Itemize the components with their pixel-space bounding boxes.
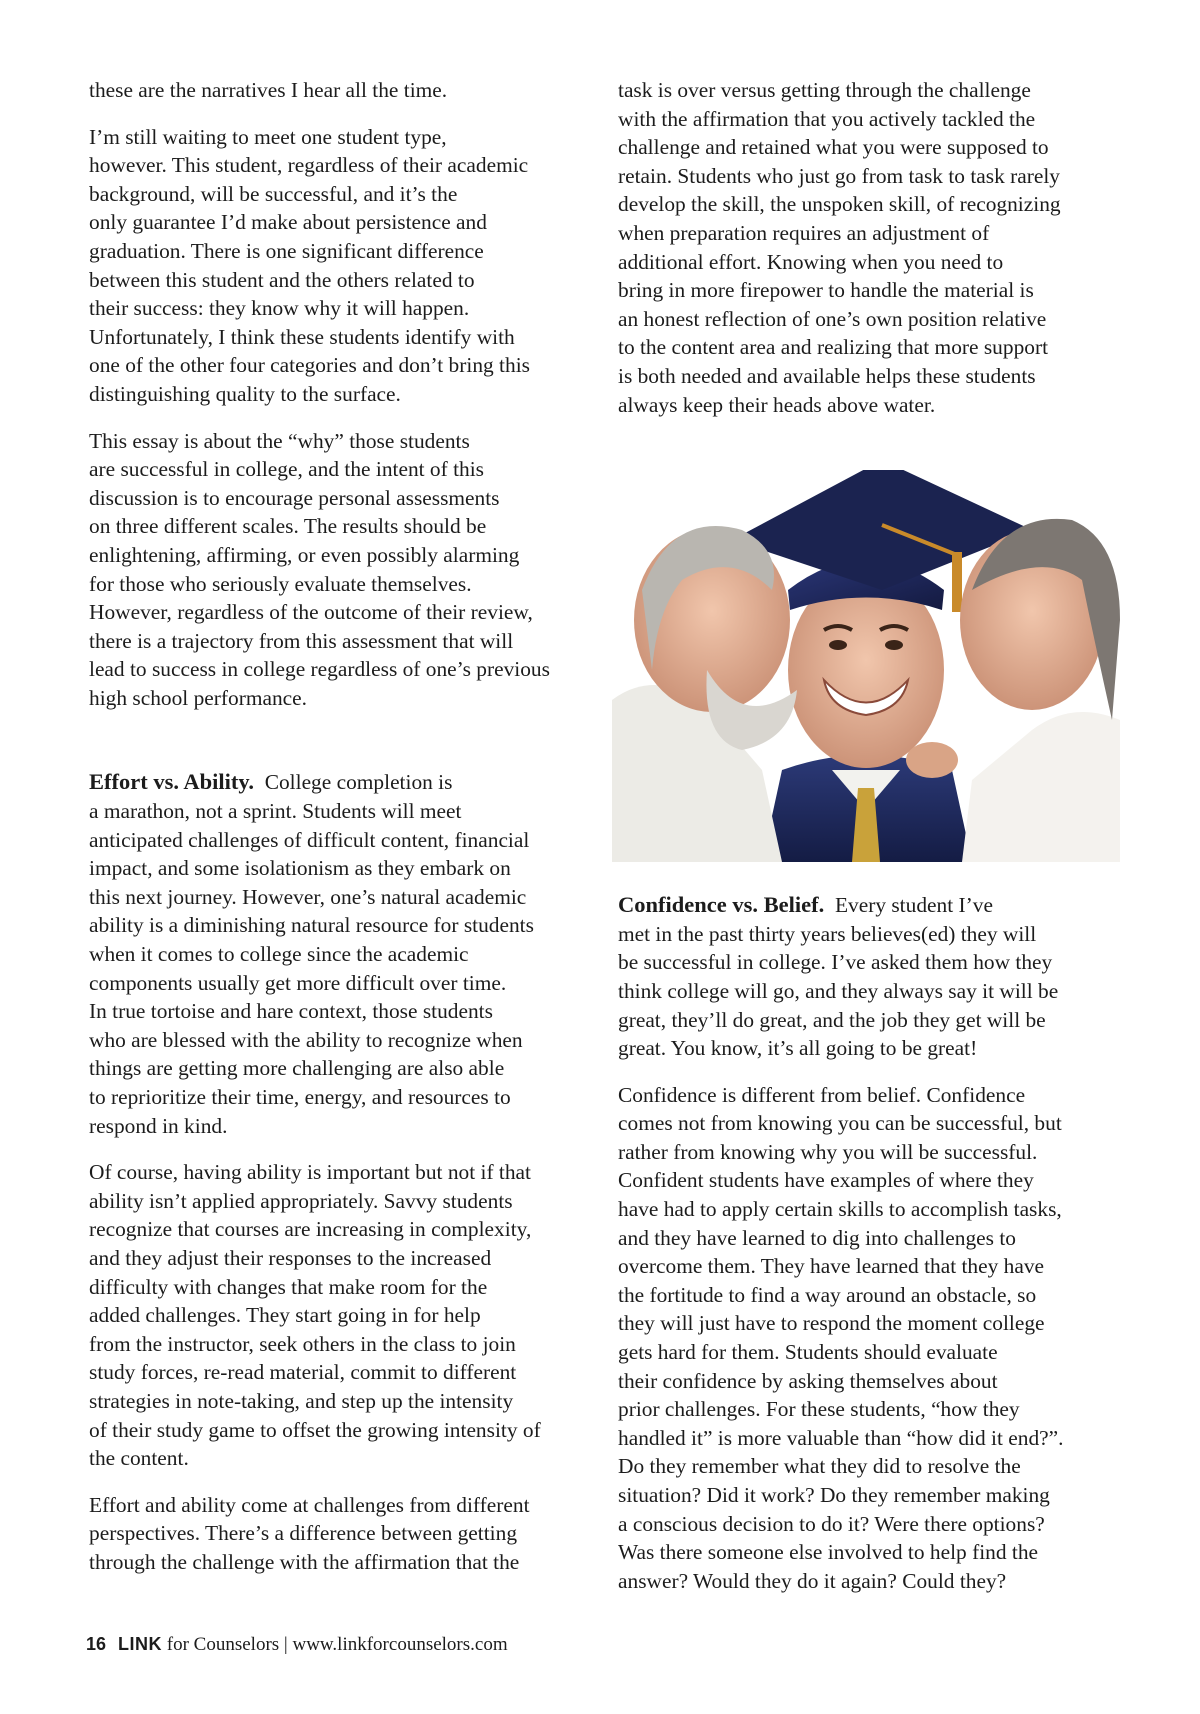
confidence-section	[618, 891, 1118, 1063]
left-paragraph-6: Effort and ability come at challenges from different perspectives. There’s a difference between getting through the challenge with the affirmation that the	[89, 1492, 530, 1574]
tassel	[952, 552, 962, 612]
footer-brand: LINK	[118, 1634, 163, 1654]
left-paragraph-1: these are the narratives I hear all the time.	[89, 78, 448, 102]
page-footer	[86, 1632, 508, 1657]
effort-section	[89, 768, 599, 1140]
right-paragraph-3: Confidence is different from belief. Confidence comes not from knowing you can be successful, but rather from knowing why you will be successful. Confident students have examples of where they have had to apply certain skills to accomplish tasks, and they have learned to dig into challenges to overcome them. They have learned that they have the fortitude to find a way around an obstacle, so they will just have to respond the moment college gets hard for them. Students should evaluate their confidence by asking themselves about prior challenges. For these students, “how they handled it” is more valuable than “how did it end?”. Do they remember what they did to resolve the situation? Did it work? Do they remember making a conscious decision to do it? Were there options? Was there someone else involved to help find the answer? Would they do it again? Could they?	[618, 1082, 1064, 1593]
left-paragraph-2: I’m still waiting to meet one student type, however. This student, regardless of their academic background, will be successful, and it’s the only guarantee I’d make about persistence and graduation. There is one significant difference between this student and the others related to their success: they know why it will happen. Unfortunately, I think these students identify with one of the other four categories and don’t bring this distinguishing quality to the surface.	[89, 124, 530, 406]
left-paragraph-3: This essay is about the “why” those students are successful in college, and the intent of this discussion is to encourage personal assessments on three different scales. The results should be enlightening, affirming, or even possibly alarming for those who seriously evaluate themselves. However, regardless of the outcome of their review, there is a trajectory from this assessment that will lead to success in college regardless of one’s previous high school performance.	[89, 428, 550, 710]
page-number: 16	[86, 1634, 107, 1654]
left-paragraph-4: College completion is a marathon, not a sprint. Students will meet anticipated challenges of difficult content, financial impact, and some isolationism as they embark on this next journey. However, one’s natural academic ability is a diminishing natural resource for students when it comes to college since the academic components usually get more difficult over time. In true tortoise and hare context, those students who are blessed with the ability to recognize when things are getting more challenging are also able to reprioritize their time, energy, and resources to respond in kind.	[89, 770, 534, 1138]
left-column	[89, 76, 599, 1577]
effort-heading: Effort vs. Ability.	[89, 769, 255, 795]
left-paragraph-5: Of course, having ability is important but not if that ability isn’t applied appropriately. Savvy students recognize that courses are increasing in complexity, and they adjust their responses to the increased difficulty with changes that make room for the added challenges. They start going in for help from the instructor, seek others in the class to join study forces, re-read material, commit to different strategies in note-taking, and step up the intensity of their study game to offset the growing intensity of the content.	[89, 1160, 541, 1471]
right-paragraph-1: task is over versus getting through the challenge with the affirmation that you actively tackled the challenge and retained what you were supposed to retain. Students who just go from task to task rarely develop the skill, the unspoken skill, of recognizing when preparation requires an adjustment of additional effort. Knowing when you need to bring in more firepower to handle the material is an honest reflection of one’s own position relative to the content area and realizing that more support is both needed and available helps these students always keep their heads above water.	[618, 78, 1061, 417]
footer-text: for Counselors | www.linkforcounselors.com	[166, 1634, 508, 1655]
photo-illustration	[612, 470, 1120, 862]
graduate-family-photo	[612, 470, 1120, 862]
right-paragraph-2: Every student I’ve met in the past thirty years believes(ed) they will be successful in college. I’ve asked them how they think college will go, and they always say it will be great, they’ll do great, and the job they get will be great. You know, it’s all going to be great!	[618, 893, 1059, 1061]
confidence-heading: Confidence vs. Belief.	[618, 892, 825, 918]
